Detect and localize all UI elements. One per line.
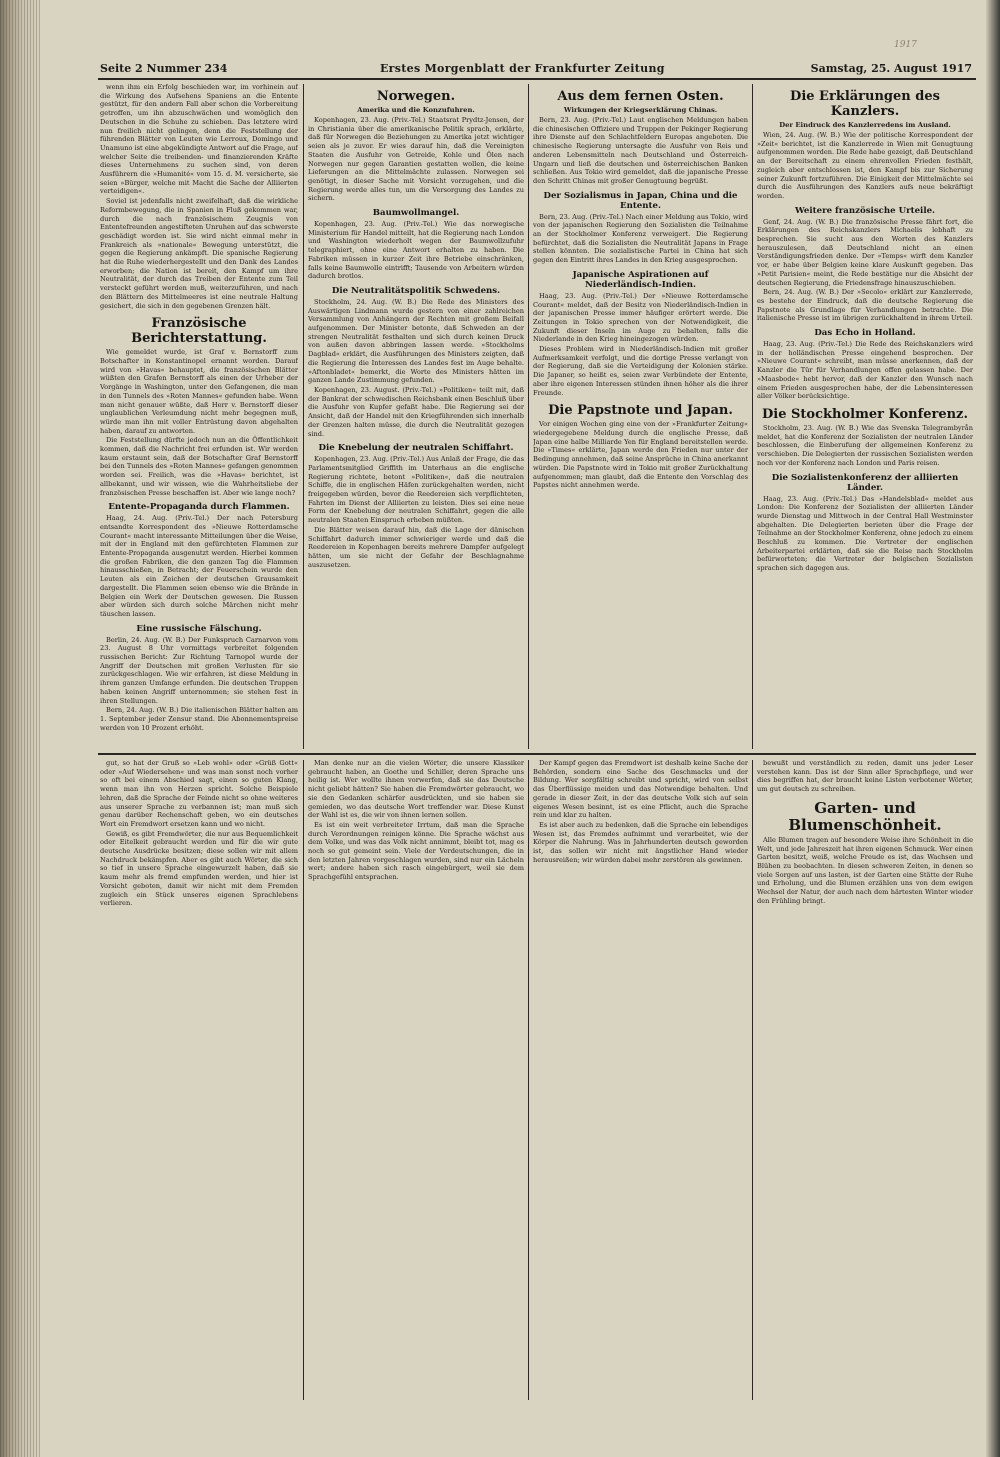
article-text: Bern, 23. Aug. (Priv.-Tel.) Laut englischen Meldungen haben die chinesischen Offiziere und Truppen der Pekinger Regierung ihre Dienste auf den Schlachtfeldern Europas angeboten. Die chinesische Regierung untersagte die Ausfuhr von Reis und anderen Lebensmitteln nach Deutschland und Österreich-Ungarn und ließ die deutschen und österreichischen Banken schließen. Aus Tokio wird gemeldet, daß die japanische Presse den Schritt Chinas mit großer Genugtuung begrüßt. xyxy=(533,116,748,185)
column-2 xyxy=(308,83,524,748)
headline: Die Erklärungen des Kanzlers. xyxy=(790,89,940,119)
article-text: Stockholm, 24. Aug. (W. B.) Die Rede des Ministers des Auswärtigen Lindmann wurde gestern von einer zahlreichen Versammlung von Anhängern der Rechten mit großem Beifall aufgenommen. Der Minister betonte, daß Schweden an der strengen Neutralität festhalten und sich durch keinen Druck von außen davon abbringen lassen werde. »Stockholms Dagblad« erklärt, die Ausführungen des Ministers zeigten, daß die Regierung die Interessen des Landes fest im Auge behalte. »Aftonbladet« bemerkt, die Worte des Ministers hätten im ganzen Lande Zustimmung gefunden. Kopenhagen, 23. August. (Priv.-Tel.) »Politiken« teilt mit, daß der Bankrat der schwedischen Reichsbank einen Beschluß über die Ausfuhr von Kupfer gefaßt habe. Die Regierung sei der Ansicht, daß der Handel mit den Kriegführenden sich innerhalb der Grenzen halten müsse, die durch die Neutralität gezogen sind. xyxy=(308,297,524,438)
article-text: Haag, 23. Aug. (Priv.-Tel.) Das »Handelsblad« meldet aus London: Die Konferenz der Sozialisten der alliierten Länder wurde Dienstag und Mittwoch in der Central Hall Westminster abgehalten. Die Delegierten berieten über die Frage der Teilnahme an der Stockholmer Konferenz, ohne jedoch zu einem Beschluß zu kommen. Die Vertreter der englischen Arbeiterpartei erklärten, daß sie die Reise nach Stockholm befürworteten; die Vertreter der belgischen Sozialisten sprachen sich dagegen aus. xyxy=(757,494,973,573)
subheadline: Amerika und die Konzufuhren. xyxy=(357,106,475,114)
subheadline: Weitere französische Urteile. xyxy=(794,205,936,216)
article-text: Vor einigen Wochen ging eine von der »Frankfurter Zeitung« wiedergegebene Meldung durch die englische Presse, daß Japan eine halbe Milliarde Yen für England bereitstellen werde. Die »Times« erklärte, Japan werde den Frieden nur unter der Bedingung annehmen, daß seine Ansprüche in China anerkannt würden. Die Papstnote wird in Tokio mit großer Zurückhaltung aufgenommen; man glaubt, daß die Entente den Vorschlag des Papstes nicht annehmen werde. xyxy=(533,420,748,490)
subheadline: Entente-Propaganda durch Flammen. xyxy=(108,502,290,513)
feuilleton-text: Man denke nur an die vielen Wörter, die unsere Klassiker gebraucht haben, an Goethe und Schiller, deren Sprache uns heilig ist. Wer wollte ihnen vorwerfen, daß sie das Deutsche nicht geliebt hätten? Sie haben die Fremdwörter gebraucht, wo sie den Gedanken schärfer ausdrückten, und sie haben sie gemieden, wo das deutsche Wort treffender war. Diese Kunst der Wahl ist es, die wir von ihnen lernen sollen. Es ist ein weit verbreiteter Irrtum, daß man die Sprache durch Verordnungen reinigen könne. Die Sprache wächst aus dem Volke, und was das Volk nicht annimmt, bleibt tot, mag es noch so gut gemeint sein. Viele der Verdeutschungen, die in den letzten Jahren vorgeschlagen wurden, sind nur ein Lächeln wert; andere haben sich rasch eingebürgert, weil sie dem Sprachgefühl entsprachen. xyxy=(308,759,524,882)
subheadline: Der Eindruck des Kanzlerredens im Ausland. xyxy=(779,121,951,129)
headline: Die Neutralitätspolitik Schwedens. xyxy=(331,285,501,296)
article-text: Bern, 23. Aug. (Priv.-Tel.) Nach einer Meldung aus Tokio, wird von der japanischen Regierung den Sozialisten die Teilnahme an der Stockholmer Konferenz verweigert. Die Regierung befürchtet, daß die Sozialisten die Neutralität Japans in Frage stellen könnten. Die sozialistische Partei in China hat sich gegen den Eintritt ihres Landes in den Krieg ausgesprochen. xyxy=(533,212,748,265)
article-text: Haag, 23. Aug. (Priv.-Tel.) Die Rede des Reichskanzlers wird in der holländischen Presse eingehend besprochen. Der »Nieuwe Courant« schreibt, man müsse anerkennen, daß der Kanzler die Tür für Verhandlungen offen gelassen habe. Der »Maasbode« hebt hervor, daß der Kanzler den Wunsch nach einem Frieden ausgesprochen habe, der die Lebensinteressen aller Völker berücksichtige. xyxy=(757,340,973,401)
column-3 xyxy=(533,83,748,748)
article-text: Wie gemeldet wurde, ist Graf v. Bernstorff zum Botschafter in Konstantinopel ernannt worden. Darauf wird von »Havas« behauptet, die französischen Blätter wüßten den Grafen Bernstorff als einen der Urheber der Vorgänge in Washington, unter den Gefangenen, die man in den Tunnels des »Roten Mannes« gefunden habe. Wenn man nicht genauer wüßte, daß Herr v. Bernstorff dieser unglaublichen Verleumdung nicht mehr begegnen muß, würde man ihn mit voller Entrüstung davon abgehalten haben, darauf zu antworten. Die Feststellung dürfte jedoch nun an die Öffentlichkeit kommen, daß die Nachricht frei erfunden ist. Wir werden kaum erstaunt sein, daß der Botschafter Graf Bernstorff bei den Tunnels des »Roten Mannes« gefangen genommen worden sei. Freilich, was die »Havas« berichtet, ist allbekannt, und wir wissen, wie die Wahrheitsliebe der französischen Presse beschaffen ist. Aber wie lange noch? xyxy=(100,348,298,497)
page-number: Seite 2 Nummer 234 xyxy=(100,62,228,75)
book-spine xyxy=(0,0,40,1457)
subheadline: Baumwollmangel. xyxy=(372,208,460,219)
article-text: Kopenhagen, 23. Aug. (Priv.-Tel.) Aus Anlaß der Frage, die das Parlamentsmitglied Griffith im Unterhaus an die englische Regierung richtete, betont »Politiken«, daß die neutralen Schiffe, die in englischen Häfen zurückgehalten werden, nicht freigegeben würden, bevor die Reedereien sich verpflichteten, Fahrten im Dienst der Alliierten zu leisten. Dies sei eine neue Form der Knebelung der neutralen Schiffahrt, gegen die alle neutralen Staaten Einspruch erheben müßten. Die Blätter weisen darauf hin, daß die Lage der dänischen Schiffahrt dadurch immer schwieriger werde und daß die Reedereien in Kopenhagen bereits mehrere Dampfer aufgelegt hätten, um sie nicht der Gefahr der Beschlagnahme auszusetzen. xyxy=(308,455,524,569)
column-rule xyxy=(528,760,529,1400)
article-text: Kopenhagen, 23. Aug. (Priv.-Tel.) Staatsrat Prydtz-Jensen, der in Christiania über die amerikanische Politik sprach, erklärte, daß für Norwegen die Beziehungen zu Amerika jetzt wichtiger seien als je zuvor. Er wies darauf hin, daß die Vereinigten Staaten die Ausfuhr von Getreide, Kohle und Ölen nach Norwegen nur gegen Garantien gestatten wollen, die keine Lieferungen an die Mittelmächte zulassen. Norwegen sei genötigt, in dieser Sache mit Vorsicht vorzugehen, und die Regierung werde alles tun, um die Versorgung des Landes zu sichern. xyxy=(308,116,524,203)
feuilleton-rule xyxy=(98,753,976,755)
feuilleton-column-2 xyxy=(308,759,524,1409)
column-rule xyxy=(752,760,753,1400)
feuilleton-column-3 xyxy=(533,759,748,1409)
article-text: Haag, 23. Aug. (Priv.-Tel.) Der »Nieuwe Rotterdamsche Courant« meldet, daß der Besitz von Niederländisch-Indien in der japanischen Presse immer häufiger erörtert werde. Die Zeitungen in Tokio sprechen von der Notwendigkeit, die Zukunft dieser Inseln im Auge zu behalten, falls die Niederlande in den Krieg hineingezogen würden. Dieses Problem wird in Niederländisch-Indien mit großer Aufmerksamkeit verfolgt, und die dortige Presse verlangt von der Regierung, daß sie die Verteidigung der Kolonien stärke. Die Japaner, so heißt es, seien zwar Verbündete der Entente, aber ihre eigenen Interessen stünden ihnen höher als die ihrer Freunde. xyxy=(533,291,748,397)
headline: Die Stockholmer Konferenz. xyxy=(762,406,968,422)
headline: Japanische Aspirationen auf Niederländisch-Indien. xyxy=(572,269,709,290)
headline: Aus dem fernen Osten. xyxy=(557,89,724,104)
headline: Die Knebelung der neutralen Schiffahrt. xyxy=(318,443,514,454)
masthead-rule xyxy=(98,78,976,80)
column-rule xyxy=(303,84,304,749)
feuilleton-text: gut, so hat der Gruß so »Leb wohl« oder »Grüß Gott« oder »Auf Wiedersehen« und was man sonst noch vorher so oft bei einem Abschied sagt, einen so guten Klang, wenn man ihn von Herzen spricht. Solche Beispiele lehren, daß die Sprache der Feinde nicht so ohne weiteres aus unserer Sprache zu verbannen ist; man muß sich genau darüber Rechenschaft geben, wo ein deutsches Wort ein Fremdwort ersetzen kann und wo nicht. Gewiß, es gibt Fremdwörter, die nur aus Bequemlichkeit oder Eitelkeit gebraucht werden und für die wir gute deutsche Ausdrücke besitzen; diese sollen wir mit allem Nachdruck bekämpfen. Aber es gibt auch Wörter, die sich so tief in unsere Sprache eingewurzelt haben, daß sie kaum mehr als fremd empfunden werden, und hier ist Vorsicht geboten, damit wir nicht mit dem Fremden zugleich ein Stück unseres eigenen Sprachlebens verlieren. xyxy=(100,759,298,908)
column-rule xyxy=(752,84,753,749)
issue-date: Samstag, 25. August 1917 xyxy=(810,62,972,75)
feuilleton-text: Der Kampf gegen das Fremdwort ist deshalb keine Sache der Behörden, sondern eine Sache des Geschmacks und der Bildung. Wer sorgfältig schreibt und spricht, wird von selbst das Überflüssige meiden und das Notwendige behalten. Und gerade in dieser Zeit, in der das deutsche Volk sich auf sein eigenes Wesen besinnt, ist es eine Pflicht, auch die Sprache rein und klar zu halten. Es ist aber auch zu bedenken, daß die Sprache ein lebendiges Wesen ist, das Fremdes aufnimmt und verarbeitet, wie der Körper die Nahrung. Was in Jahrhunderten deutsch geworden ist, das sollen wir nicht mit ängstlicher Hand wieder herausreißen; wir würden dabei mehr zerstören als gewinnen. xyxy=(533,759,748,864)
headline: Garten- und Blumenschönheit. xyxy=(788,798,942,834)
feuilleton-column-4 xyxy=(757,759,973,1409)
subheadline: Wirkungen der Kriegserklärung Chinas. xyxy=(563,106,718,114)
masthead xyxy=(100,60,972,76)
page-edge-shadow xyxy=(986,0,1000,1457)
headline: Norwegen. xyxy=(376,89,456,104)
article-text: Stockholm, 23. Aug. (W. B.) Wie das Svenska Telegrambyrån meldet, hat die Konferenz der Sozialisten der neutralen Länder beschlossen, die Einberufung der allgemeinen Konferenz zu verschieben. Die Delegierten der russischen Sozialisten werden noch vor der Konferenz nach London und Paris reisen. xyxy=(757,423,973,467)
feuilleton-column-1 xyxy=(100,759,298,1409)
subheadline: Das Echo in Holland. xyxy=(814,328,916,339)
column-rule xyxy=(303,760,304,1400)
feuilleton-text: bewußt und verständlich zu reden, damit uns jeder Leser verstehen kann. Das ist der Sinn aller Sprachpflege, und wer dies begriffen hat, der braucht keine Listen verbotener Wörter, um gut deutsch zu schreiben. xyxy=(757,759,973,794)
pencil-note: 1917 xyxy=(894,40,917,50)
column-4 xyxy=(757,83,973,748)
column-1 xyxy=(100,83,298,748)
column-rule xyxy=(528,84,529,749)
feuilleton-text: Alle Blumen tragen auf besondere Weise ihre Schönheit in die Welt, und jede Jahreszeit hat ihren eigenen Schmuck. Wer einen Garten besitzt, weiß, welche Freude es ist, das Wachsen und Blühen zu beobachten. In diesen schweren Zeiten, in denen so viele Sorgen auf uns lasten, ist der Garten eine Stätte der Ruhe und Erholung, und die Blumen erzählen uns von dem ewigen Wechsel der Natur, der auch nach dem härtesten Winter wieder den Frühling bringt. xyxy=(757,835,973,905)
article-text: wenn ihm ein Erfolg beschieden war, im vorhinein auf die Wirkung des Aufsehens Spaniens an die Entente gestützt, für den andern Fall aber schon die Vorbereitung getroffen, um ihn abzuschwächen und womöglich den Deutschen in die Schuhe zu schieben. Das letztere wird nun freilich nicht gelingen, denn die Feststellung der führenden Blätter von Leuten wie Lerroux, Domingo und Unamuno ist eine abgekündigte Antwort auf die Frage, auf welcher Seite die treibenden- und finanzierenden Kräfte dieses Unternehmens zu suchen sind, von deren Ausführern die »Humanité« vom 15. d. M. versicherte, sie seien »Bürger, welche mit Macht die Sache der Alliierten verteidigen«. Soviel ist jedenfalls nicht zweifelhaft, daß die wirkliche Reformbewegung, die in Spanien in Fluß gekommen war, durch die nach französischem Zeugnis von Ententefreunden angestifteten Unruhen auf das schwerste geschädigt worden ist. Sie wird nicht einmal mehr in Frankreich als »nationale« Bewegung unterstützt, die gegen die Regierung ankämpft. Die spanische Regierung hat die Ruhe wiederhergestellt und den Dank des Landes erworben; die Nation ist bereit, den Kampf um ihre Neutralität, der durch das Treiben der Entente zum Teil versteckt geführt werden muß, weiterzuführen, und nach den Blättern des Mittelmeeres ist eine neutrale Haltung gesichert, die sich in den gegebenen Grenzen hält. xyxy=(100,83,298,310)
article-text: Genf, 24. Aug. (W. B.) Die französische Presse fährt fort, die Erklärungen des Reichskanzlers Michaelis lebhaft zu besprechen. Sie sucht aus den Worten des Kanzlers herauszulesen, daß Deutschland nicht an einen Verständigungsfrieden denke. Der »Temps« wirft dem Kanzler vor, er habe über Belgien keine klare Auskunft gegeben. Das »Petit Parisien« meint, die Rede bestätige nur die Absicht der deutschen Regierung, die Friedensfrage hinauszuschieben. Bern, 24. Aug. (W. B.) Der »Secolo« erklärt zur Kanzlerrede, es bestehe der Eindruck, daß die deutsche Regierung die Papstnote als Grundlage für Verhandlungen betrachte. Die italienische Presse ist im übrigen zurückhaltend in ihrem Urteil. xyxy=(757,217,973,323)
subheadline: Die Sozialistenkonferenz der alliierten Länder. xyxy=(771,472,959,493)
article-text: Wien, 24. Aug. (W. B.) Wie der politische Korrespondent der »Zeit« berichtet, ist die Kanzlerrede in Wien mit Genugtuung aufgenommen worden. Die Rede habe gezeigt, daß Deutschland an der Bereitschaft zu einem ehrenvollen Frieden festhält, zugleich aber entschlossen ist, den Kampf bis zur Sicherung seiner Zukunft fortzuführen. Die Einigkeit der Mittelmächte sei durch die Ausführungen des Kanzlers aufs neue bekräftigt worden. xyxy=(757,131,973,200)
headline: Französische Berichterstattung. xyxy=(131,316,267,347)
article-text: Berlin, 24. Aug. (W. B.) Der Funkspruch Carnarvon vom 23. August 8 Uhr vormittags verbreitet folgenden russischen Bericht: Zur Richtung Tarnopol wurde der Angriff der Deutschen mit großen Verlusten für sie zurückgeschlagen. Wie wir erfahren, ist diese Meldung in ihrem ganzen Umfange erfunden. Die deutschen Truppen haben keinen Angriff unternommen; sie stehen fest in ihren Stellungen. Bern, 24. Aug. (W. B.) Die italienischen Blätter halten am 1. September jeder Zensur stand. Die Abonnementspreise werden von 10 Prozent erhöht. xyxy=(100,635,298,732)
subheadline: Der Sozialismus in Japan, China und die Entente. xyxy=(543,190,738,211)
article-text: Kopenhagen, 23. Aug. (Priv.-Tel.) Wie das norwegische Ministerium für Handel mitteilt, hat die Regierung nach London und Washington wiederholt wegen der Baumwollzufuhr telegraphiert, ohne eine Antwort erhalten zu haben. Die Fabriken müssen in kurzer Zeit ihre Betriebe einschränken, falls keine Baumwolle eintrifft; Tausende von Arbeitern würden dadurch brotlos. xyxy=(308,220,524,281)
article-text: Haag, 24. Aug. (Priv.-Tel.) Der nach Petersburg entsandte Korrespondent des »Nieuwe Rotterdamsche Courant« macht interessante Mitteilungen über die Weise, mit der in England mit den gefürchteten Flammen zur Entente-Propaganda ausgenutzt werden. Hierbei kommen die großen Fabriken, die den ganzen Tag die Flammen hinausschießen, in Betracht; der Feuerschein wurde den Leuten als ein Zeichen der deutschen Grausamkeit dargestellt. Die Flammen seien ebenso wie die Brände in Belgien ein Werk der Deutschen gewesen. Die Russen aber würden sich durch solche Märchen nicht mehr täuschen lassen. xyxy=(100,514,298,618)
subheadline: Eine russische Fälschung. xyxy=(136,623,262,634)
newspaper-title: Erstes Morgenblatt der Frankfurter Zeitung xyxy=(380,62,665,75)
headline: Die Papstnote und Japan. xyxy=(548,403,733,419)
